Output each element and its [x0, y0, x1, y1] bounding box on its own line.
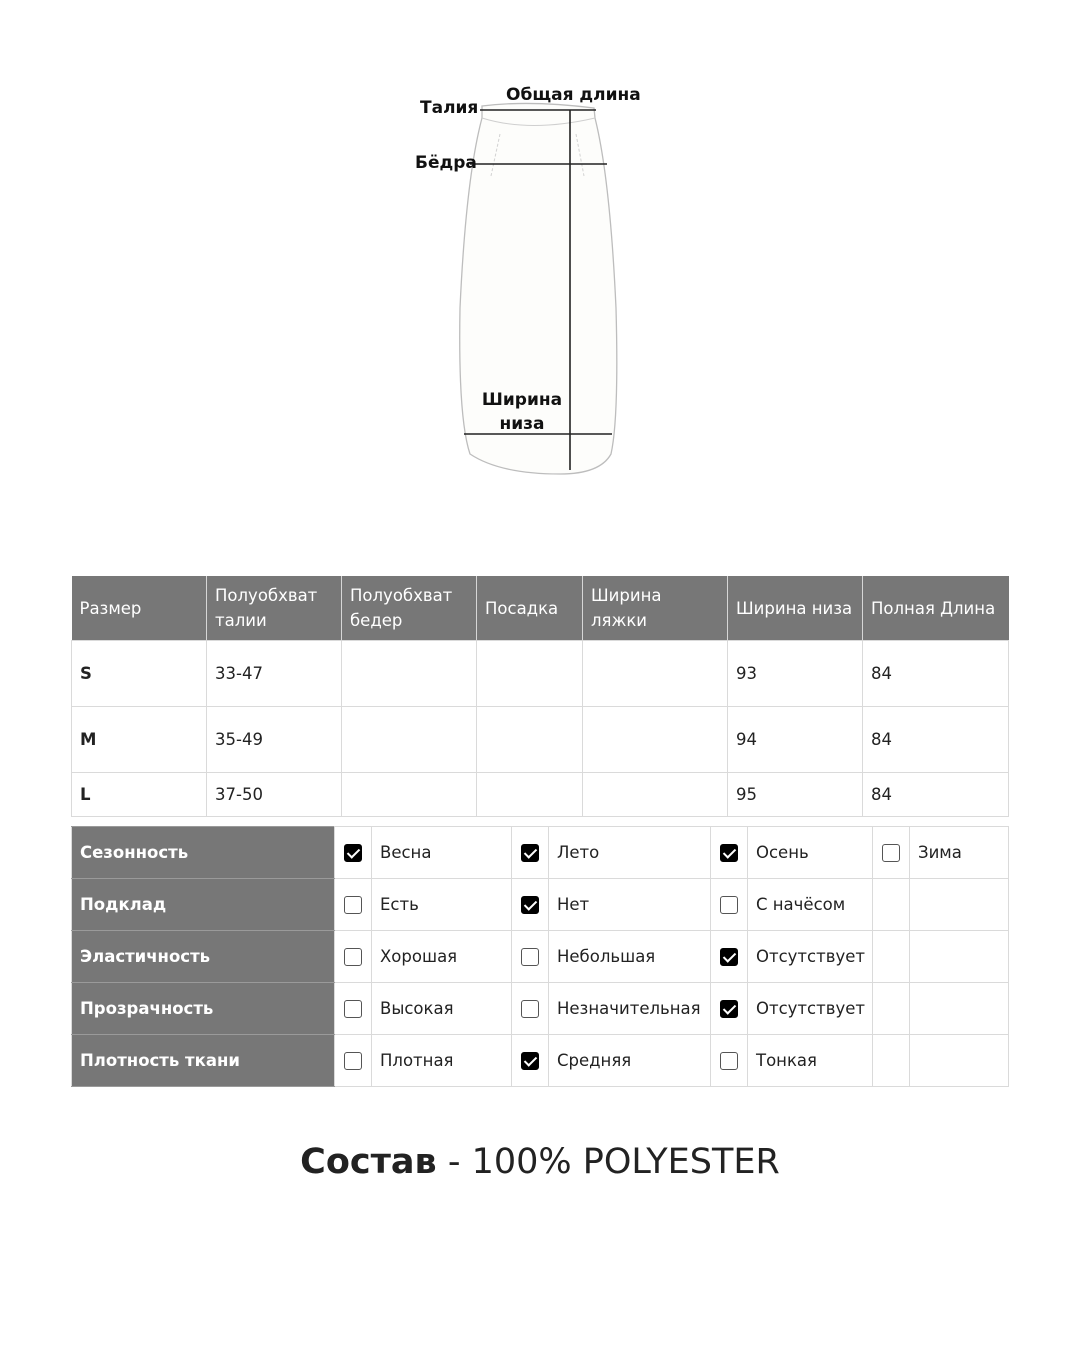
header-hem: Ширина низа [728, 576, 863, 641]
empty-cell [910, 879, 1009, 931]
checkbox[interactable] [344, 844, 362, 862]
property-title: Эластичность [72, 931, 335, 983]
hips-cell [342, 707, 477, 773]
hips-cell [342, 641, 477, 707]
empty-cell [873, 1035, 910, 1087]
option-label: Тонкая [748, 1035, 873, 1087]
empty-cell [873, 931, 910, 983]
rise-cell [477, 641, 583, 707]
size-table [71, 576, 1009, 817]
checkbox[interactable] [344, 896, 362, 914]
size-cell: L [72, 773, 207, 817]
properties-table [71, 826, 1009, 1087]
property-row-transparency [72, 983, 1009, 1035]
table-row [72, 641, 1009, 707]
size-cell: S [72, 641, 207, 707]
hem-cell: 93 [728, 641, 863, 707]
header-thigh: Ширина ляжки [583, 576, 728, 641]
empty-cell [910, 1035, 1009, 1087]
empty-cell [910, 931, 1009, 983]
option-label: Нет [549, 879, 711, 931]
empty-cell [873, 879, 910, 931]
option-label: Хорошая [372, 931, 512, 983]
thigh-cell [583, 707, 728, 773]
option-label: Весна [372, 827, 512, 879]
waist-cell: 35-49 [207, 707, 342, 773]
total-length-label: Общая длина [506, 85, 641, 105]
table-row [72, 773, 1009, 817]
option-label: Средняя [549, 1035, 711, 1087]
header-length: Полная Длина [863, 576, 1009, 641]
checkbox[interactable] [720, 948, 738, 966]
hem-cell: 95 [728, 773, 863, 817]
thigh-cell [583, 641, 728, 707]
property-title: Прозрачность [72, 983, 335, 1035]
empty-cell [873, 983, 910, 1035]
property-title: Плотность ткани [72, 1035, 335, 1087]
property-row-density [72, 1035, 1009, 1087]
checkbox[interactable] [521, 896, 539, 914]
option-label: Отсутствует [748, 983, 873, 1035]
checkbox[interactable] [344, 1000, 362, 1018]
property-title: Подклад [72, 879, 335, 931]
checkbox[interactable] [521, 948, 539, 966]
hem-width-label: Ширина низа [481, 390, 563, 434]
hips-label: Бёдра [415, 153, 477, 173]
composition-line [0, 1138, 1080, 1186]
property-row-seasonality [72, 827, 1009, 879]
option-label: Лето [549, 827, 711, 879]
option-label: Осень [748, 827, 873, 879]
waist-cell: 37-50 [207, 773, 342, 817]
waist-cell: 33-47 [207, 641, 342, 707]
composition-separator: - [436, 1142, 472, 1182]
checkbox[interactable] [720, 1000, 738, 1018]
header-waist: Полуобхват талии [207, 576, 342, 641]
header-hips: Полуобхват бедер [342, 576, 477, 641]
checkbox[interactable] [521, 844, 539, 862]
option-label: Высокая [372, 983, 512, 1035]
option-label: Незначительная [549, 983, 711, 1035]
option-label: Плотная [372, 1035, 512, 1087]
composition-value: 100% POLYESTER [471, 1142, 780, 1182]
checkbox[interactable] [521, 1052, 539, 1070]
thigh-cell [583, 773, 728, 817]
checkbox[interactable] [720, 844, 738, 862]
property-row-elasticity [72, 931, 1009, 983]
size-cell: M [72, 707, 207, 773]
checkbox[interactable] [521, 1000, 539, 1018]
skirt-measurement-diagram [400, 78, 680, 498]
checkbox[interactable] [344, 1052, 362, 1070]
empty-cell [910, 983, 1009, 1035]
checkbox[interactable] [720, 896, 738, 914]
option-label: Есть [372, 879, 512, 931]
checkbox[interactable] [882, 844, 900, 862]
header-rise: Посадка [477, 576, 583, 641]
header-size: Размер [72, 576, 207, 641]
option-label: Небольшая [549, 931, 711, 983]
option-label: С начёсом [748, 879, 873, 931]
checkbox[interactable] [344, 948, 362, 966]
property-row-lining [72, 879, 1009, 931]
option-label: Отсутствует [748, 931, 873, 983]
length-cell: 84 [863, 707, 1009, 773]
rise-cell [477, 707, 583, 773]
hem-cell: 94 [728, 707, 863, 773]
size-table-header [72, 576, 1009, 641]
hips-cell [342, 773, 477, 817]
table-row [72, 707, 1009, 773]
length-cell: 84 [863, 641, 1009, 707]
length-cell: 84 [863, 773, 1009, 817]
rise-cell [477, 773, 583, 817]
property-title: Сезонность [72, 827, 335, 879]
checkbox[interactable] [720, 1052, 738, 1070]
waist-label: Талия [420, 98, 479, 118]
composition-label: Состав [300, 1142, 437, 1182]
option-label: Зима [910, 827, 1009, 879]
